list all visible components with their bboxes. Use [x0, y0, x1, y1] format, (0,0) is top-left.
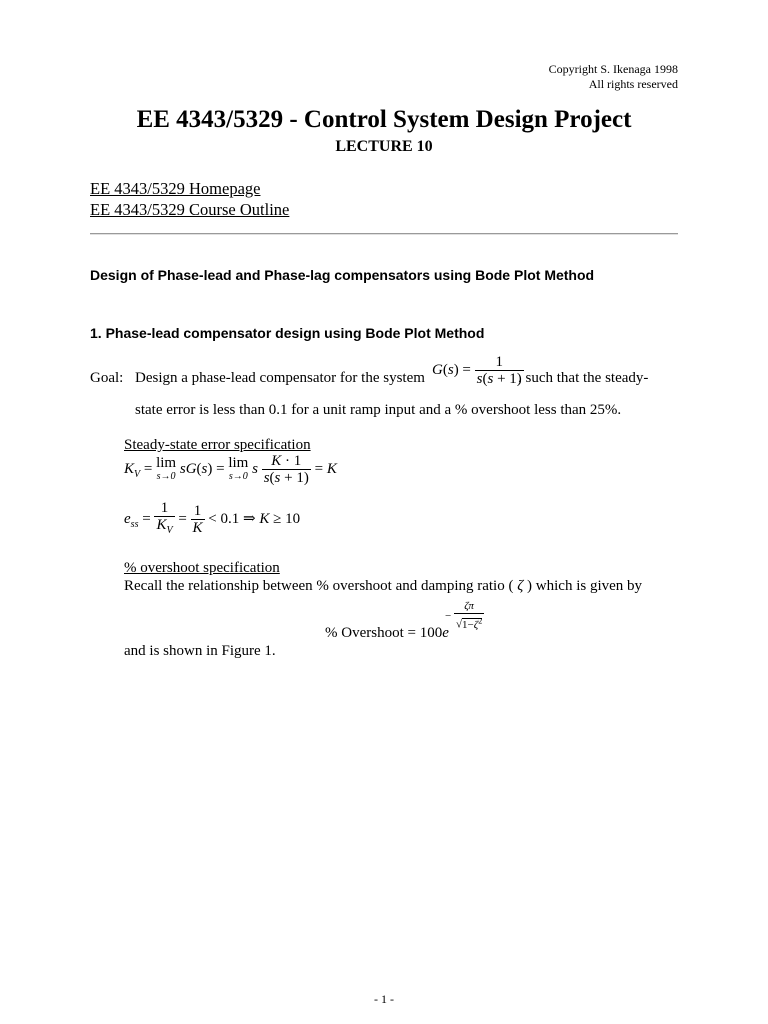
page-title: EE 4343/5329 - Control System Design Project	[136, 106, 632, 133]
copyright	[549, 62, 678, 92]
overshoot-heading: % overshoot specification	[124, 560, 280, 576]
homepage-link[interactable]: EE 4343/5329 Homepage	[90, 179, 261, 198]
steady-state-error-equation: $e_{ss}$ = $\frac{1}{K_V}$ = $\frac{1}{K}$ < 0.1 ⇒ K ≥ 10	[124, 500, 301, 536]
velocity-constant-equation: $K_V = \lim$ s→0 sG(s) = lim s→0 s $\frac{K \cdot 1}{s(s + 1)}$ = K	[124, 453, 337, 486]
overshoot-text-2: ) which is given by	[527, 578, 643, 594]
course-outline-link[interactable]: EE 4343/5329 Course Outline	[90, 200, 290, 219]
copyright-line-2: All rights reserved	[588, 77, 678, 91]
copyright-line-1: Copyright S. Ikenaga 1998	[548, 62, 678, 76]
overshoot-text-3: and is shown in Figure 1.	[124, 643, 276, 659]
goal-text-2: , such that the steady-	[518, 370, 649, 386]
overshoot-formula-label: % Overshoot = 100	[325, 625, 443, 641]
overshoot-text-1: Recall the relationship between % overshoot and damping ratio (	[124, 578, 514, 594]
goal-text-1: Design a phase-lead compensator for the system	[135, 370, 425, 386]
overshoot-formula: % Overshoot = 100e	[325, 625, 449, 641]
overshoot-text: Recall the relationship between % overshoot and damping ratio ( ζ ) which is given by	[124, 578, 643, 594]
steady-state-heading: Steady-state error specification	[124, 437, 311, 453]
subsection-heading: 1. Phase-lead compensator design using Bode Plot Method	[90, 325, 485, 341]
divider	[90, 233, 678, 235]
overshoot-exponent: − $\frac{\zeta\pi}{√1-\zeta^2}$	[445, 600, 483, 631]
section-heading: Design of Phase-lead and Phase-lag compensators using Bode Plot Method	[90, 267, 595, 283]
transfer-function: G(s) = $\frac{1}{s(s + 1)}$	[432, 354, 522, 387]
goal-label: Goal:	[90, 370, 124, 386]
page-number: - 1 -	[374, 992, 394, 1006]
lecture-label: LECTURE 10	[335, 138, 433, 155]
goal-text-3: state error is less than 0.1 for a unit ramp input and a % overshoot less than 25%.	[135, 402, 622, 418]
